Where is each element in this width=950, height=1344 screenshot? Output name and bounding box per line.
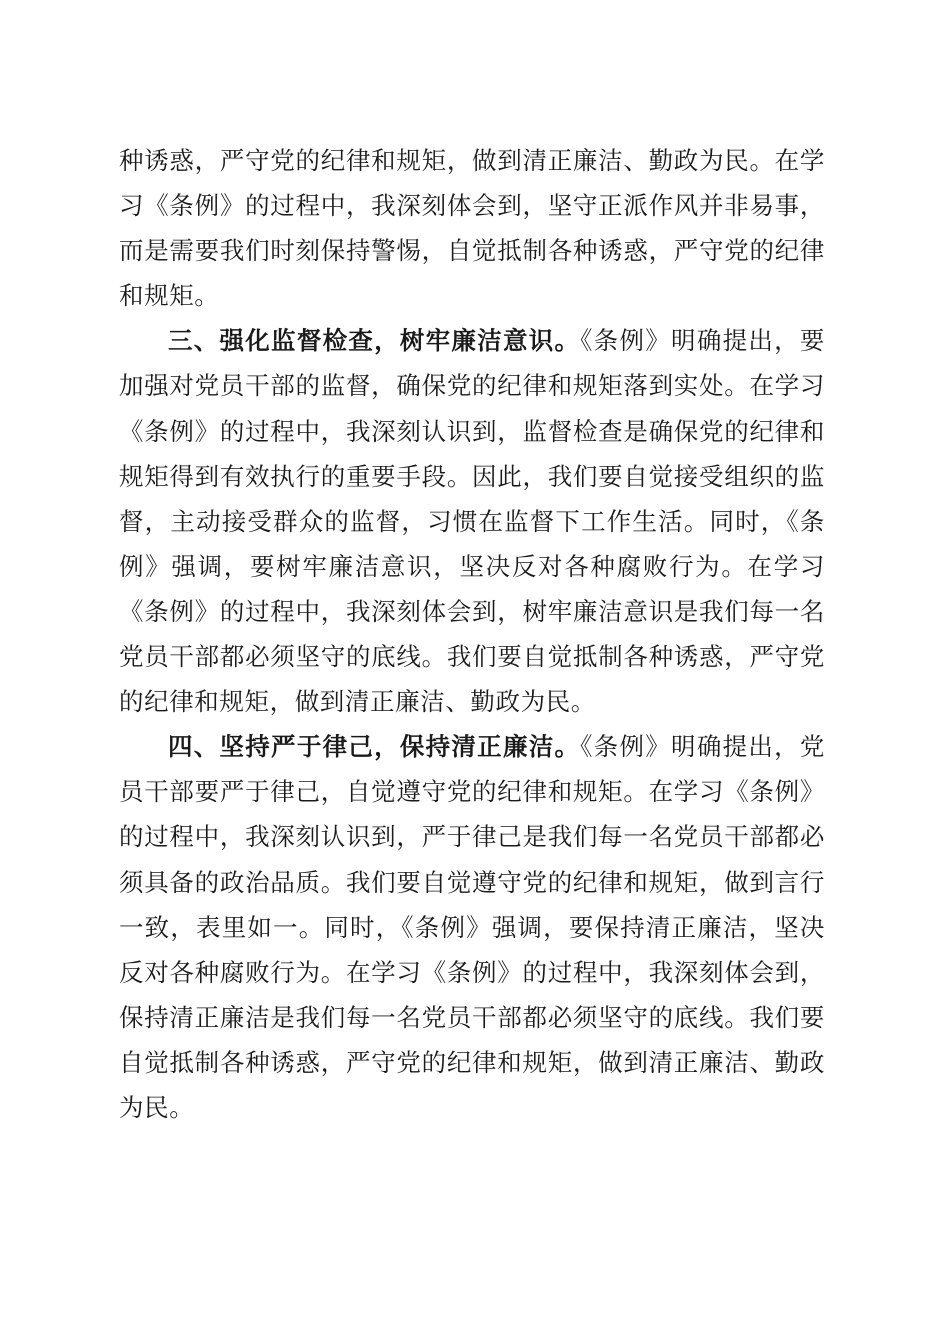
paragraph-text: 《条例》明确提出，党员干部要严于律己，自觉遵守党的纪律和规矩。在学习《条例》的过程中，我深刻认识到，严于律己是我们每一名党员干部都必须具备的政治品质。我们要自觉遵守党的纪律和规矩，做到言行一致，表里如一。同时，《条例》强调，要保持清正廉洁，坚决反对各种腐败行为。在学习《条例》的过程中，我深刻体会到，保持清正廉洁是我们每一名党员干部都必须坚守的底线。我们要自觉抵制各种诱惑，严守党的纪律和规矩，做到清正廉洁、勤政为民。	[119, 732, 825, 1122]
paragraph-text: 种诱惑，严守党的纪律和规矩，做到清正廉洁、勤政为民。在学习《条例》的过程中，我深刻体会到，坚守正派作风并非易事，而是需要我们时刻保持警惕，自觉抵制各种诱惑，严守党的纪律和规矩。	[119, 146, 825, 311]
section-heading-three: 三、强化监督检查，树牢廉洁意识。	[168, 326, 581, 356]
document-body	[119, 138, 825, 1130]
paragraph-continuation	[119, 138, 825, 318]
section-heading-four: 四、坚持严于律己，保持清正廉洁。	[168, 732, 581, 762]
paragraph-section-four	[119, 724, 825, 1130]
paragraph-text: 《条例》明确提出，要加强对党员干部的监督，确保党的纪律和规矩落到实处。在学习《条例》的过程中，我深刻认识到，监督检查是确保党的纪律和规矩得到有效执行的重要手段。因此，我们要自觉接受组织的监督，主动接受群众的监督，习惯在监督下工作生活。同时，《条例》强调，要树牢廉洁意识，坚决反对各种腐败行为。在学习《条例》的过程中，我深刻体会到，树牢廉洁意识是我们每一名党员干部都必须坚守的底线。我们要自觉抵制各种诱惑，严守党的纪律和规矩，做到清正廉洁、勤政为民。	[119, 326, 825, 717]
paragraph-section-three	[119, 318, 825, 724]
